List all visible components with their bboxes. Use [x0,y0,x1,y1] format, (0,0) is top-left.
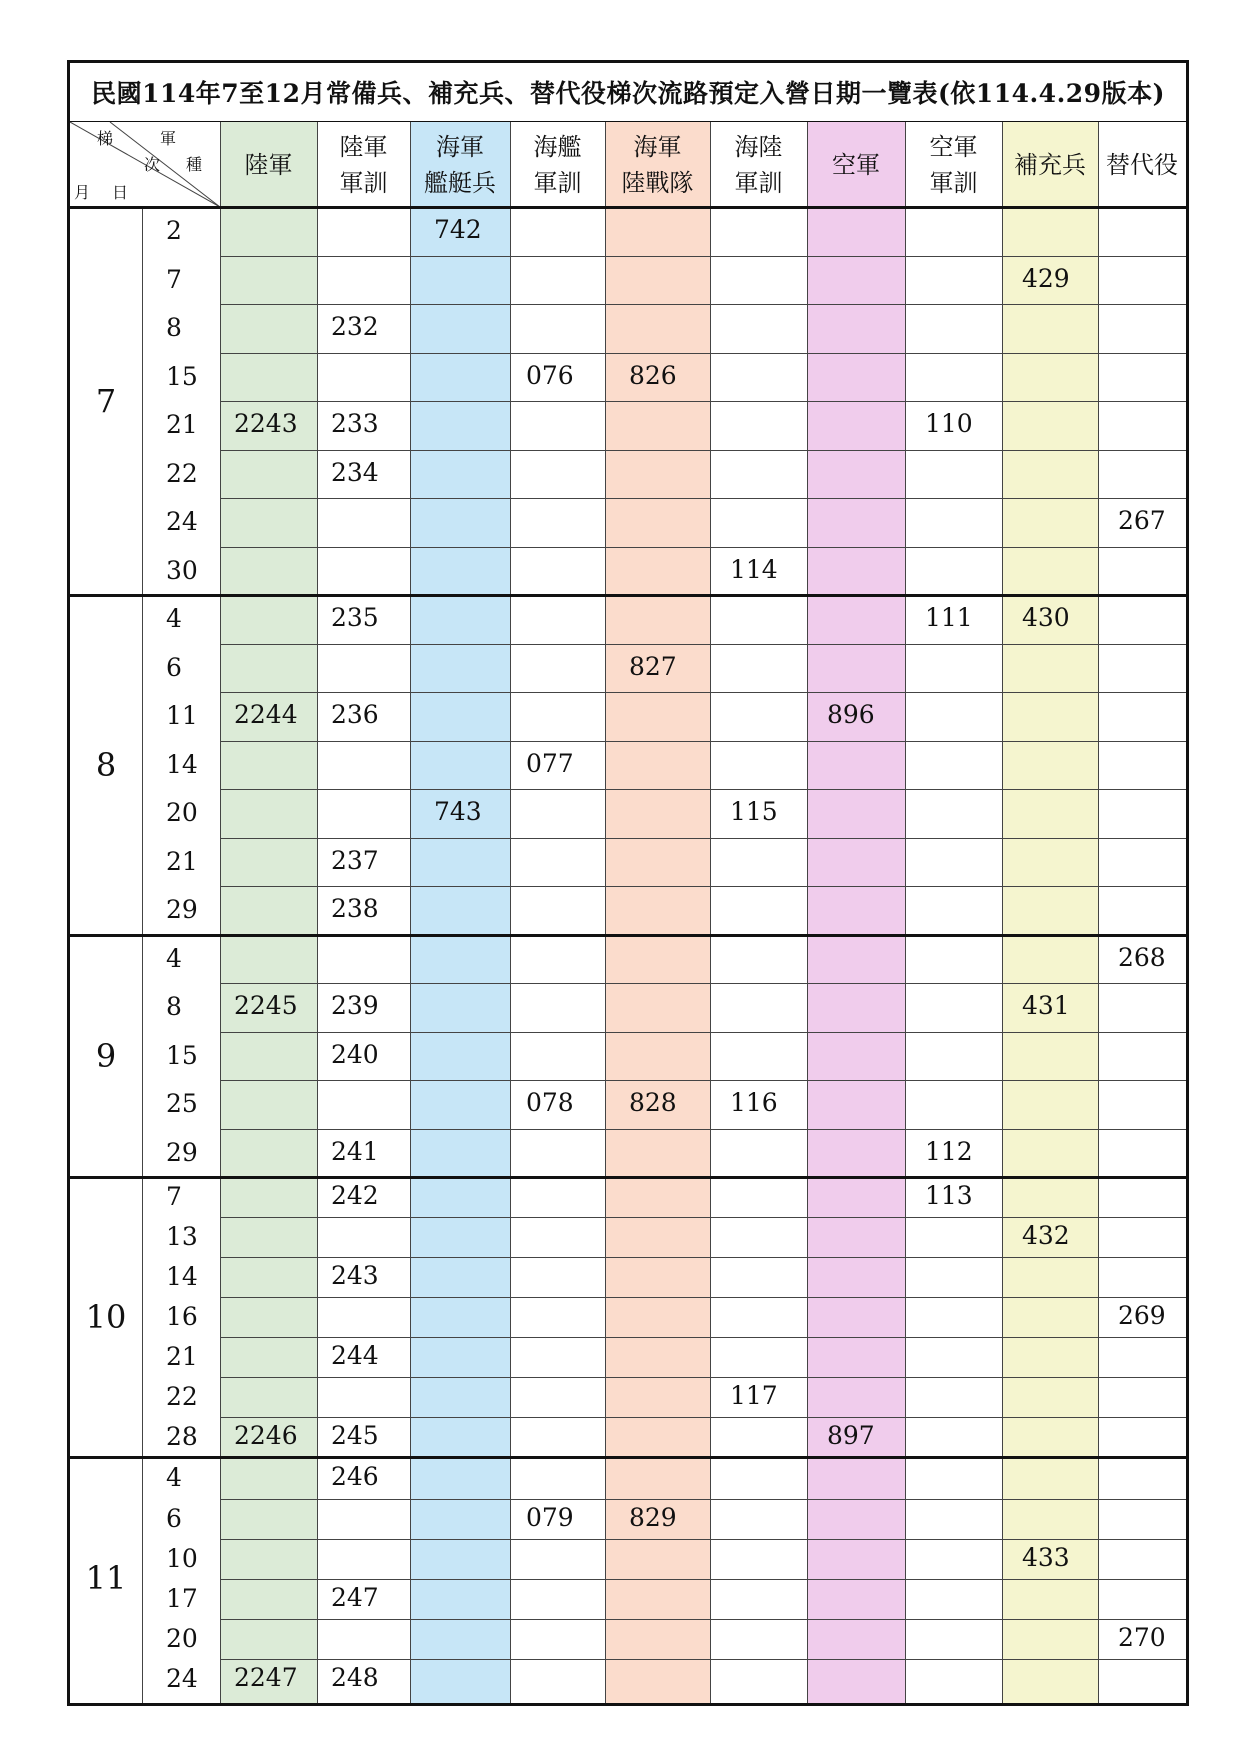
header-marine [605,122,710,207]
cell-supplement: 433 [1022,1543,1070,1572]
vline-col-5 [710,122,711,1703]
vline-col-1 [317,122,318,1703]
day-cell: 7 [166,1182,182,1211]
header-marine_train [710,122,807,207]
row-divider [220,1417,1186,1418]
corner-label-day: 日 [112,183,129,202]
day-cell: 21 [166,1342,198,1371]
header-line: 空軍 [832,150,880,179]
corner-label-month: 月 [74,183,91,202]
row-divider [220,1659,1186,1660]
cell-army_train: 233 [331,409,379,439]
table-title: 民國114年7至12月常備兵、補充兵、替代役梯次流路預定入營日期一覽表(依114.4.29版本) [70,63,1186,122]
corner-label-jun: 軍 [160,129,177,148]
cell-substitute: 269 [1118,1301,1166,1330]
header-line: 海陸 [734,132,783,161]
row-divider [220,304,1186,305]
row-divider [220,547,1186,548]
day-cell: 30 [166,555,198,585]
corner-label-ci: 次 [144,155,161,174]
row-divider [220,1539,1186,1540]
header-navy_train [510,122,605,207]
day-cell: 25 [166,1089,198,1119]
day-cell: 11 [166,701,198,731]
cell-navy_train: 079 [526,1503,574,1532]
row-divider [220,1619,1186,1620]
month-divider [70,934,1186,937]
column-band-navy_ship [410,122,510,1703]
day-cell: 17 [166,1584,198,1613]
cell-army_train: 236 [331,700,379,730]
day-cell: 4 [166,943,182,973]
cell-navy_train: 077 [526,748,574,778]
row-divider [220,1217,1186,1218]
cell-army_train: 243 [331,1261,379,1290]
cell-air_train: 111 [925,603,973,633]
corner-label-ti: 梯 [97,129,114,148]
row-divider [220,692,1186,693]
row-divider [220,1297,1186,1298]
day-cell: 10 [166,1544,198,1573]
cell-navy_train: 076 [526,360,574,390]
header-line: 軍訓 [533,168,582,197]
month-label: 8 [95,745,117,784]
cell-marine_train: 114 [730,554,778,584]
cell-marine: 829 [629,1503,677,1532]
column-band-army [220,122,317,1703]
cell-air: 896 [827,700,875,730]
month-divider [70,1456,1186,1459]
cell-army_train: 240 [331,1039,379,1069]
day-cell: 21 [166,410,198,440]
cell-air_train: 110 [925,409,973,439]
day-cell: 20 [166,798,198,828]
header-line: 空軍 [929,132,978,161]
header-line: 替代役 [1106,150,1178,179]
day-cell: 2 [166,216,182,246]
vline-col-3 [510,122,511,1703]
vline-col-2 [410,122,411,1703]
header-air_train [905,122,1002,207]
header-army [220,122,317,207]
day-cell: 28 [166,1422,198,1451]
month-label: 11 [85,1559,127,1597]
cell-army: 2245 [234,991,298,1021]
column-band-air [807,122,905,1703]
cell-army_train: 242 [331,1181,379,1210]
day-cell: 8 [166,992,182,1022]
cell-air: 897 [827,1421,875,1450]
cell-army: 2244 [234,700,298,730]
cell-substitute: 268 [1118,942,1166,972]
month-divider [70,594,1186,597]
row-divider [220,498,1186,499]
header-navy_ship [410,122,510,207]
cell-army_train: 238 [331,894,379,924]
cell-marine_train: 117 [730,1381,778,1410]
vline-col-6 [807,122,808,1703]
header-bottom-border [70,206,1186,209]
cell-army_train: 237 [331,845,379,875]
cell-navy_train: 078 [526,1088,574,1118]
column-band-marine [605,122,710,1703]
month-label: 7 [95,382,117,420]
cell-army_train: 247 [331,1583,379,1612]
day-cell: 8 [166,313,182,343]
header-line: 陸軍 [339,132,388,161]
header-line: 陸戰隊 [621,168,694,197]
row-divider [220,1129,1186,1130]
day-cell: 14 [166,1262,198,1291]
cell-army_train: 235 [331,603,379,633]
day-cell: 22 [166,458,198,488]
day-cell: 7 [166,264,182,294]
row-divider [220,450,1186,451]
day-cell: 15 [166,1040,198,1070]
cell-army: 2243 [234,409,298,439]
day-cell: 24 [166,507,198,537]
day-cell: 14 [166,749,198,779]
cell-army_train: 234 [331,457,379,487]
day-cell: 6 [166,652,182,682]
row-divider [220,1499,1186,1500]
row-divider [220,1377,1186,1378]
cell-army_train: 232 [331,312,379,342]
day-cell: 13 [166,1222,198,1251]
cell-army_train: 244 [331,1341,379,1370]
cell-marine_train: 116 [730,1088,778,1118]
cell-supplement: 429 [1022,263,1070,293]
row-divider [220,1579,1186,1580]
schedule-table [67,60,1189,1706]
row-divider [220,838,1186,839]
row-divider [220,256,1186,257]
vline-col-8 [1002,122,1003,1703]
header-line: 補充兵 [1014,150,1086,179]
cell-supplement: 431 [1022,991,1070,1021]
cell-supplement: 430 [1022,603,1070,633]
row-divider [220,401,1186,402]
month-label: 9 [95,1036,117,1075]
row-divider [220,1080,1186,1081]
cell-army_train: 245 [331,1421,379,1450]
cell-army_train: 246 [331,1462,379,1491]
row-divider [220,741,1186,742]
row-divider [220,1337,1186,1338]
cell-navy_ship: 743 [434,797,482,827]
row-divider [220,1257,1186,1258]
header-army_train [317,122,410,207]
vline-col-7 [905,122,906,1703]
row-divider [220,886,1186,887]
cell-substitute: 270 [1118,1623,1166,1652]
cell-substitute: 267 [1118,506,1166,536]
day-cell: 29 [166,1137,198,1167]
header-line: 軍訓 [929,168,978,197]
cell-army_train: 241 [331,1136,379,1166]
header-line: 海軍 [633,132,682,161]
row-divider [220,353,1186,354]
cell-air_train: 112 [925,1136,973,1166]
cell-marine: 828 [629,1088,677,1118]
row-divider [220,1032,1186,1033]
header-line: 軍訓 [734,168,783,197]
cell-army: 2246 [234,1421,298,1450]
day-cell: 20 [166,1624,198,1653]
cell-marine_train: 115 [730,797,778,827]
row-divider [220,644,1186,645]
vline-month [142,207,143,1703]
header-line: 軍訓 [339,168,388,197]
vline-col-0 [220,122,221,1703]
day-cell: 24 [166,1664,198,1693]
header-substitute [1098,122,1186,207]
cell-air_train: 113 [925,1181,973,1210]
row-divider [220,789,1186,790]
header-line: 海軍 [436,132,484,161]
header-corner-cell [70,122,220,207]
cell-army_train: 248 [331,1663,379,1692]
vline-col-4 [605,122,606,1703]
header-line: 陸軍 [244,150,293,179]
header-supplement [1002,122,1098,207]
month-label: 10 [85,1298,127,1336]
header-air [807,122,905,207]
corner-label-zhong: 種 [186,155,203,174]
vline-col-9 [1098,122,1099,1703]
cell-marine: 826 [629,360,677,390]
cell-navy_ship: 742 [434,215,482,245]
header-line: 艦艇兵 [424,168,496,197]
cell-marine: 827 [629,651,677,681]
column-band-supplement [1002,122,1098,1703]
day-cell: 4 [166,1463,182,1492]
day-cell: 15 [166,361,198,391]
month-divider [70,1176,1186,1179]
cell-army_train: 239 [331,991,379,1021]
cell-supplement: 432 [1022,1221,1070,1250]
day-cell: 16 [166,1302,198,1331]
day-cell: 6 [166,1504,182,1533]
row-divider [220,983,1186,984]
day-cell: 21 [166,846,198,876]
cell-army: 2247 [234,1663,298,1692]
header-line: 海艦 [533,132,582,161]
day-cell: 29 [166,895,198,925]
day-cell: 4 [166,604,182,634]
day-cell: 22 [166,1382,198,1411]
